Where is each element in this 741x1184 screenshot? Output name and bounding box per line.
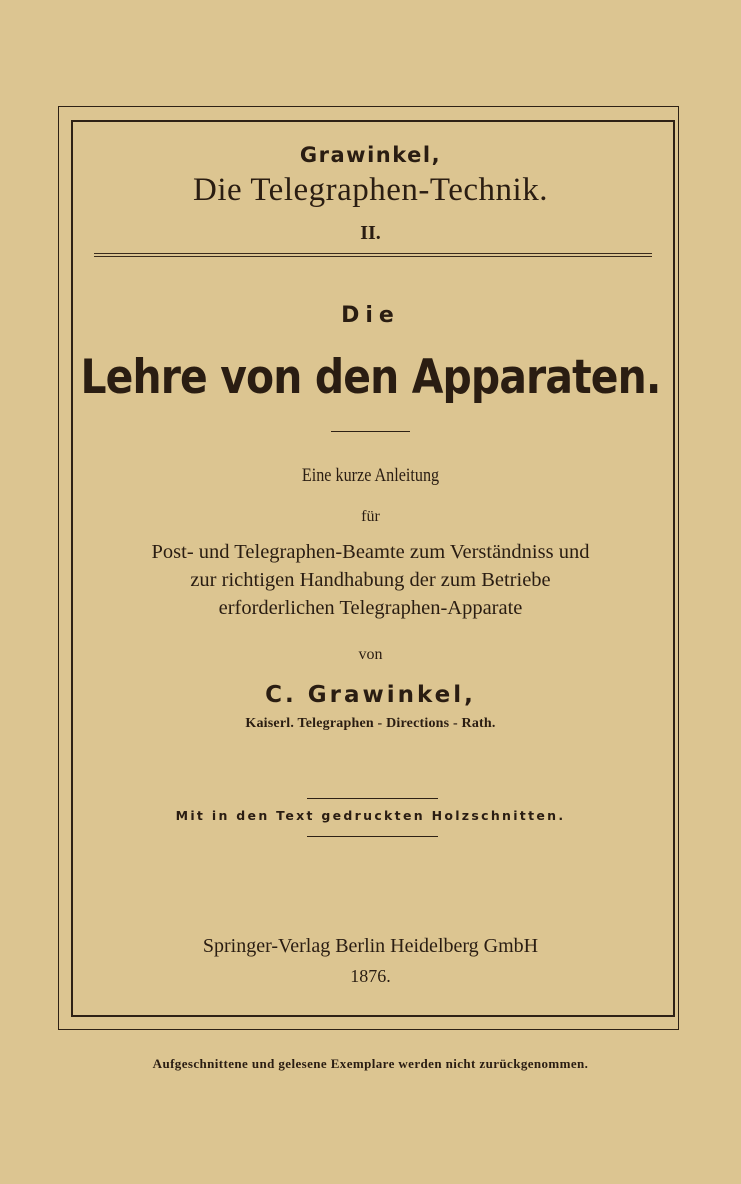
- description-line-1: Post- und Telegraphen-Beamte zum Verständniss und: [151, 541, 590, 563]
- series-author: Grawinkel,: [299, 143, 442, 167]
- author-name: C. Grawinkel,: [265, 682, 476, 708]
- main-title: Lehre von den Apparaten.: [80, 350, 661, 405]
- title-article: Die: [341, 303, 400, 328]
- return-notice: Aufgeschnittene und gelesene Exemplare werden nicht zurückgenommen.: [152, 1056, 589, 1071]
- series-title: Die Telegraphen-Technik.: [193, 172, 548, 208]
- illustrations-rule-top: [307, 798, 438, 799]
- series-volume: II.: [360, 222, 381, 244]
- illustrations-rule-bottom: [307, 836, 438, 837]
- publisher-name: Springer-Verlag Berlin Heidelberg GmbH: [202, 935, 539, 957]
- title-divider: [331, 431, 410, 432]
- author-by: von: [358, 646, 383, 663]
- subtitle-line: Eine kurze Anleitung: [301, 465, 440, 486]
- header-double-rule: [94, 253, 652, 257]
- description-line-3: erforderlichen Telegraphen-Apparate: [218, 597, 523, 619]
- description-line-2: zur richtigen Handhabung der zum Betriebe: [190, 569, 551, 591]
- illustrations-note: Mit in den Text gedruckten Holzschnitten.: [175, 808, 566, 823]
- author-role: Kaiserl. Telegraphen - Directions - Rath.: [245, 716, 496, 731]
- publication-year: 1876.: [350, 966, 391, 986]
- subtitle-for: für: [361, 508, 380, 525]
